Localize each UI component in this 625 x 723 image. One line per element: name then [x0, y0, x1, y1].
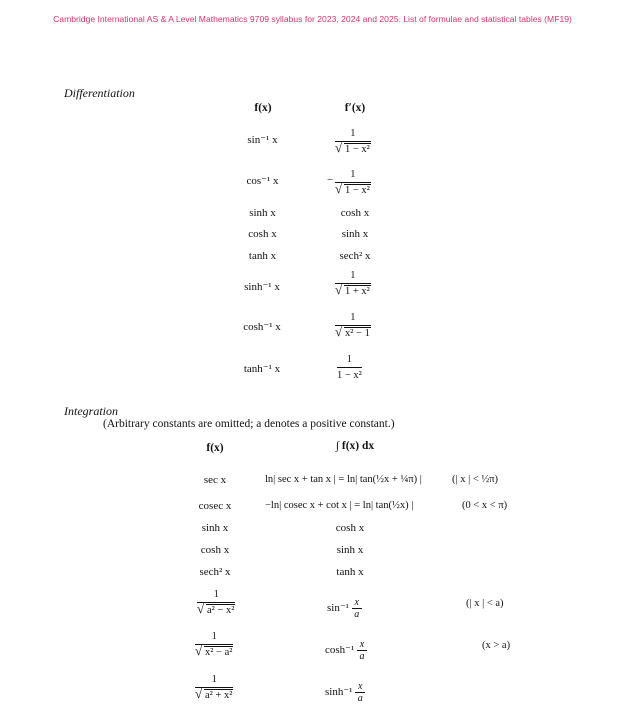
int-result: ln| sec x + tan x | = ln| tan(½x + ¼π) | — [265, 474, 422, 485]
inverse-function: sin⁻¹ — [327, 602, 349, 615]
sqrt-symbol: √ x² − 1 — [335, 324, 370, 339]
int-condition: (x > a) — [482, 640, 511, 651]
column-header-f: f(x) — [206, 442, 224, 454]
diff-derivative-fraction — [335, 270, 371, 298]
diff-derivative: sinh x — [341, 228, 369, 240]
diff-function: cosh⁻¹ x — [243, 321, 281, 333]
fraction-numerator: 1 — [211, 674, 217, 685]
fraction-denominator: a — [354, 609, 360, 620]
int-function: cosh x — [200, 544, 230, 556]
column-header-fprime: fʹ(x) — [344, 102, 366, 114]
sqrt-symbol: √ 1 − x² — [335, 181, 370, 196]
diff-derivative: cosh x — [340, 207, 370, 219]
fraction-denominator — [335, 324, 371, 340]
fraction-numerator: 1 — [346, 354, 353, 365]
fraction-denominator — [197, 601, 235, 617]
int-function-fraction — [197, 589, 235, 617]
fraction-numerator: 1 — [213, 589, 219, 600]
argument-fraction — [357, 639, 367, 662]
minus-sign: − — [327, 174, 334, 186]
int-result-inverse — [325, 639, 367, 662]
int-function: cosec x — [198, 500, 232, 512]
argument-fraction — [355, 681, 365, 704]
fraction-numerator: 1 — [350, 169, 356, 180]
fraction-numerator: 1 — [350, 128, 356, 139]
fraction-numerator: 1 — [211, 631, 217, 642]
int-result: tanh x — [336, 566, 364, 578]
inverse-function: cosh⁻¹ — [325, 644, 355, 657]
int-function: sinh x — [201, 522, 229, 534]
int-function: sech² x — [199, 566, 231, 578]
diff-derivative: sech² x — [339, 250, 371, 262]
fraction-numerator: x — [354, 597, 359, 608]
column-header-integral: ∫ f(x) dx — [335, 440, 375, 452]
fraction-denominator — [335, 282, 371, 298]
sqrt-symbol: √ 1 + x² — [335, 282, 370, 297]
diff-function: cosh x — [248, 228, 277, 240]
column-header-f: f(x) — [254, 102, 272, 114]
integration-note: (Arbitrary constants are omitted; a denotes a positive constant.) — [103, 418, 395, 430]
argument-fraction — [352, 597, 362, 620]
section-heading-differentiation: Differentiation — [64, 86, 135, 100]
diff-derivative-fraction — [335, 312, 371, 340]
int-condition: (| x | < a) — [466, 598, 504, 609]
diff-function: cos⁻¹ x — [246, 175, 279, 187]
int-result-inverse — [325, 681, 365, 704]
int-condition: (| x | < ½π) — [452, 474, 499, 485]
diff-function: sinh x — [249, 207, 276, 219]
diff-derivative-fraction — [335, 169, 371, 197]
fraction-bar — [337, 367, 362, 368]
document-header: Cambridge International AS & A Level Mathematics 9709 syllabus for 2023, 2024 and 2025. List of formulae and statistical tables (MF19) — [53, 14, 572, 24]
sqrt-symbol: √ a² − x² — [197, 601, 235, 616]
section-heading-integration: Integration — [64, 404, 118, 418]
int-result-inverse — [327, 597, 362, 620]
fraction-denominator — [195, 643, 233, 659]
int-function-fraction — [195, 674, 233, 702]
fraction-denominator — [195, 686, 233, 702]
fraction-denominator: a — [357, 693, 363, 704]
sqrt-symbol: √ 1 − x² — [335, 140, 370, 155]
diff-function: tanh⁻¹ x — [243, 363, 281, 375]
diff-function: sinh⁻¹ x — [244, 281, 280, 293]
diff-derivative-fraction — [337, 354, 362, 382]
int-result: −ln| cosec x + cot x | = ln| tan(½x) | — [265, 500, 414, 511]
int-function: sec x — [203, 474, 227, 486]
fraction-denominator: a — [359, 651, 365, 662]
inverse-function: sinh⁻¹ — [325, 686, 353, 699]
fraction-denominator — [335, 181, 371, 197]
int-condition: (0 < x < π) — [462, 500, 508, 511]
fraction-denominator — [335, 140, 371, 156]
diff-function: tanh x — [248, 250, 277, 262]
diff-function: sin⁻¹ x — [247, 134, 278, 146]
int-function-fraction — [195, 631, 233, 659]
fraction-numerator: x — [359, 639, 365, 650]
fraction-numerator: x — [357, 681, 363, 692]
fraction-numerator: 1 — [350, 270, 356, 281]
int-result: cosh x — [335, 522, 365, 534]
fraction-numerator: 1 — [350, 312, 356, 323]
sqrt-symbol: √ a² + x² — [195, 686, 233, 701]
sqrt-symbol: √ x² − a² — [195, 643, 233, 658]
diff-derivative-fraction — [335, 128, 371, 156]
int-result: sinh x — [336, 544, 364, 556]
fraction-denominator: 1 − x² — [337, 370, 362, 381]
